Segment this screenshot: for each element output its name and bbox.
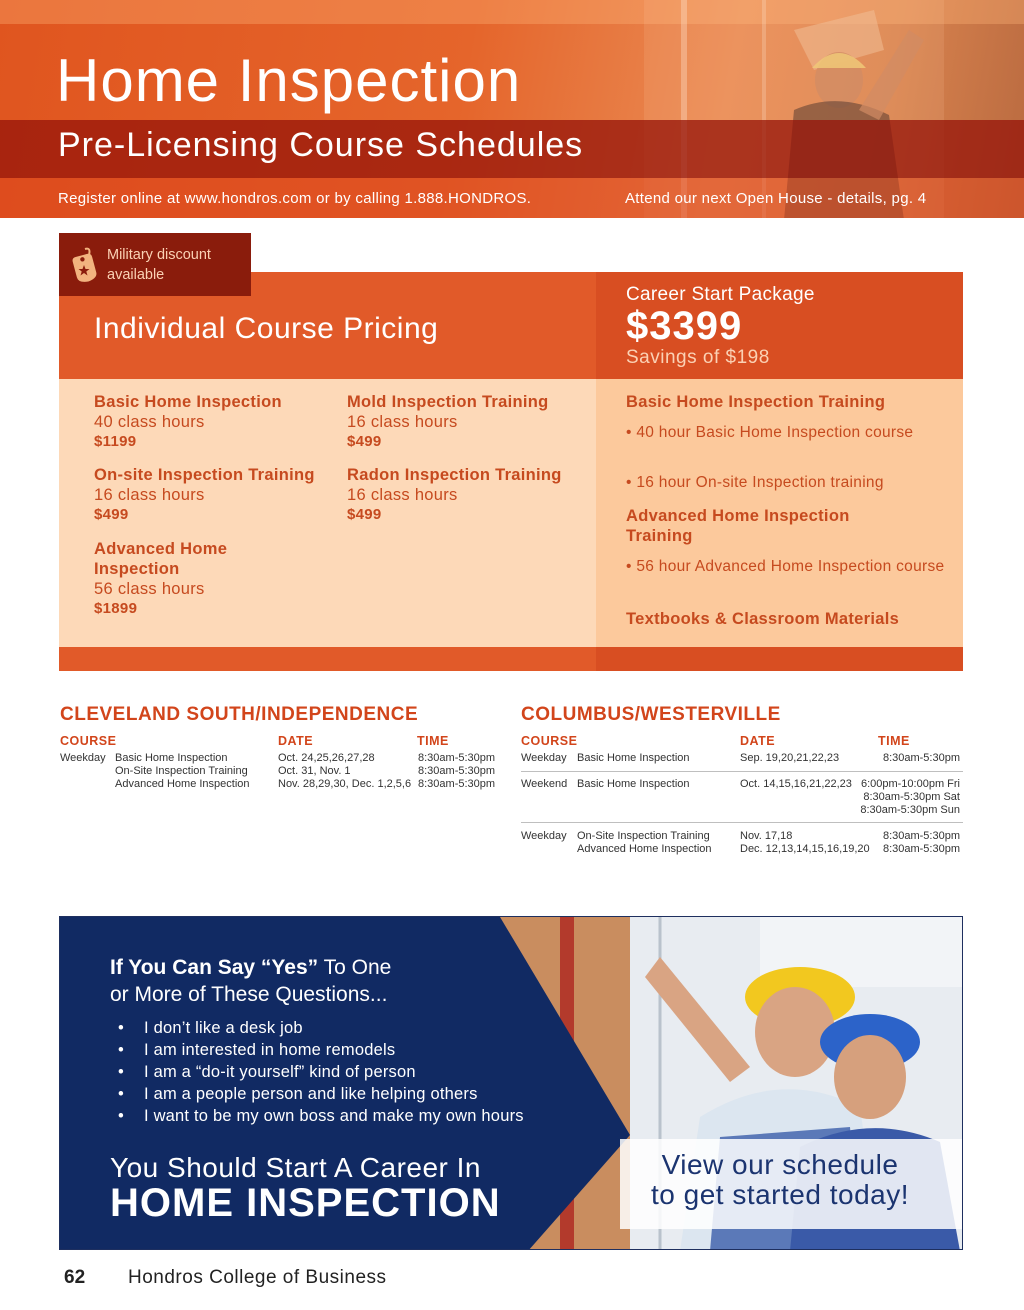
question-bullet xyxy=(118,1085,478,1104)
bullet-dot: • xyxy=(118,1063,124,1081)
course-hours: 40 class hours xyxy=(94,413,205,431)
package-heading-materials: Textbooks & Classroom Materials xyxy=(626,610,900,628)
schedule-type: Weekday xyxy=(521,752,567,764)
package-bullet: • 40 hour Basic Home Inspection course xyxy=(626,424,914,441)
schedule-course: Basic Home Inspection xyxy=(577,778,690,790)
course-mold-inspection xyxy=(347,392,549,452)
course-price: $499 xyxy=(347,506,382,523)
package-bullet: • 16 hour On-site Inspection training xyxy=(626,474,884,491)
columbus-col-date: DATE xyxy=(740,734,776,748)
schedule-course: Basic Home Inspection xyxy=(577,752,690,764)
military-line-1: Military discount xyxy=(107,247,211,263)
bullet-dot: • xyxy=(118,1019,124,1037)
course-name: Radon Inspection Training xyxy=(347,466,562,484)
pricing-title: Individual Course Pricing xyxy=(94,312,439,345)
schedule-date: Nov. 17,18 xyxy=(740,830,793,842)
course-price: $499 xyxy=(347,433,382,450)
dog-tag-icon xyxy=(69,245,99,285)
cleveland-col-date: DATE xyxy=(278,734,314,748)
course-onsite-inspection xyxy=(94,465,315,525)
course-name: Basic Home Inspection xyxy=(94,393,282,411)
course-price: $1899 xyxy=(94,600,138,617)
question-bullet xyxy=(118,1107,524,1126)
schedule-type: Weekday xyxy=(60,752,106,764)
cleveland-title: CLEVELAND SOUTH/INDEPENDENCE xyxy=(60,704,419,725)
schedule-date: Oct. 31, Nov. 1 xyxy=(278,765,351,777)
course-name: Mold Inspection Training xyxy=(347,393,549,411)
course-name-cont: Inspection xyxy=(94,560,180,578)
schedule-divider xyxy=(521,822,963,823)
cta-line-1: View our schedule xyxy=(661,1149,899,1180)
package-bullet: • 56 hour Advanced Home Inspection course xyxy=(626,558,945,575)
page-number: 62 xyxy=(64,1267,86,1288)
pricing-footer-bar xyxy=(59,647,596,671)
cta-text xyxy=(620,1150,940,1210)
schedule-time: 8:30am-5:30pm xyxy=(418,752,496,764)
schedule-course: Basic Home Inspection xyxy=(115,752,228,764)
course-hours: 16 class hours xyxy=(347,486,458,504)
package-heading-line: Advanced Home Inspection xyxy=(626,507,850,525)
bullet-text: I don’t like a desk job xyxy=(144,1019,303,1037)
bullet-dot: • xyxy=(118,1041,124,1059)
package-price: $3399 xyxy=(626,304,743,348)
columbus-col-time: TIME xyxy=(878,734,910,748)
career-tagline: You Should Start A Career In xyxy=(110,1152,481,1183)
package-heading-basic: Basic Home Inspection Training xyxy=(626,393,886,411)
course-hours: 16 class hours xyxy=(347,413,458,431)
bullet-text: I am a “do-it yourself” kind of person xyxy=(144,1063,416,1081)
bullet-text: I am a people person and like helping others xyxy=(144,1085,478,1103)
question-headline xyxy=(110,956,391,980)
schedule-type: Weekday xyxy=(521,830,567,842)
package-footer-bar xyxy=(596,647,963,671)
career-headline: HOME INSPECTION xyxy=(110,1181,501,1225)
schedule-date: Oct. 24,25,26,27,28 xyxy=(278,752,375,764)
schedule-type: Weekend xyxy=(521,778,568,790)
course-radon-inspection xyxy=(347,465,562,525)
package-heading-advanced xyxy=(626,506,850,546)
question-rest: To One xyxy=(318,956,392,979)
question-bold: If You Can Say “Yes” xyxy=(110,956,319,979)
course-hours: 16 class hours xyxy=(94,486,205,504)
question-bullet xyxy=(118,1019,303,1038)
schedule-date: Nov. 28,29,30, Dec. 1,2,5,6 xyxy=(278,778,412,790)
package-heading-line: Training xyxy=(626,527,693,545)
military-line-2: available xyxy=(107,267,165,283)
schedule-time: 8:30am-5:30pm xyxy=(418,765,496,777)
columbus-title: COLUMBUS/WESTERVILLE xyxy=(521,704,781,725)
page-title: Home Inspection xyxy=(56,47,522,114)
cleveland-col-course: COURSE xyxy=(60,734,117,748)
question-headline-2: or More of These Questions... xyxy=(110,983,388,1006)
schedule-course: Advanced Home Inspection xyxy=(577,843,712,855)
course-price: $499 xyxy=(94,506,129,523)
footer-organization: Hondros College of Business xyxy=(128,1267,387,1288)
schedule-time: 6:00pm-10:00pm Fri xyxy=(860,778,960,790)
cta-line-2: to get started today! xyxy=(651,1179,909,1210)
course-advanced-home-inspection xyxy=(94,539,227,619)
course-hours: 56 class hours xyxy=(94,580,205,598)
course-name: Advanced Home xyxy=(94,540,228,558)
question-bullet xyxy=(118,1063,416,1082)
open-house-info: Attend our next Open House - details, pg. 4 xyxy=(625,190,927,207)
schedule-divider xyxy=(521,771,963,772)
question-bullet xyxy=(118,1041,395,1060)
package-label: Career Start Package xyxy=(626,284,815,305)
schedule-course: Advanced Home Inspection xyxy=(115,778,250,790)
schedule-date: Sep. 19,20,21,22,23 xyxy=(740,752,840,764)
schedule-time: 8:30am-5:30pm xyxy=(882,830,960,842)
schedule-time: 8:30am-5:30pm Sun xyxy=(860,804,960,816)
career-promo-banner xyxy=(59,916,963,1250)
header-banner xyxy=(0,0,1024,218)
schedule-date: Oct. 14,15,16,21,22,23 xyxy=(740,778,852,790)
schedule-time: 8:30am-5:30pm xyxy=(418,778,496,790)
columbus-col-course: COURSE xyxy=(521,734,578,748)
cleveland-col-time: TIME xyxy=(417,734,449,748)
schedule-course: On-Site Inspection Training xyxy=(577,830,710,842)
course-price: $1199 xyxy=(94,433,137,450)
military-discount-badge xyxy=(59,233,251,296)
schedule-date: Dec. 12,13,14,15,16,19,20 xyxy=(740,843,870,855)
schedule-time: 8:30am-5:30pm xyxy=(882,752,960,764)
register-info: Register online at www.hondros.com or by calling 1.888.HONDROS. xyxy=(58,190,532,207)
course-price-list xyxy=(59,379,596,647)
package-header xyxy=(596,272,963,379)
course-basic-home-inspection xyxy=(94,392,282,452)
schedule-time: 8:30am-5:30pm Sat xyxy=(863,791,960,803)
schedule-time: 8:30am-5:30pm xyxy=(882,843,960,855)
bullet-dot: • xyxy=(118,1107,124,1125)
schedule-course: On-Site Inspection Training xyxy=(115,765,248,777)
bullet-text: I want to be my own boss and make my own hours xyxy=(144,1107,524,1125)
package-contents xyxy=(596,379,963,647)
page-subtitle: Pre-Licensing Course Schedules xyxy=(58,126,584,164)
package-savings: Savings of $198 xyxy=(626,347,770,368)
bullet-dot: • xyxy=(118,1085,124,1103)
course-name: On-site Inspection Training xyxy=(94,466,315,484)
bullet-text: I am interested in home remodels xyxy=(144,1041,396,1059)
